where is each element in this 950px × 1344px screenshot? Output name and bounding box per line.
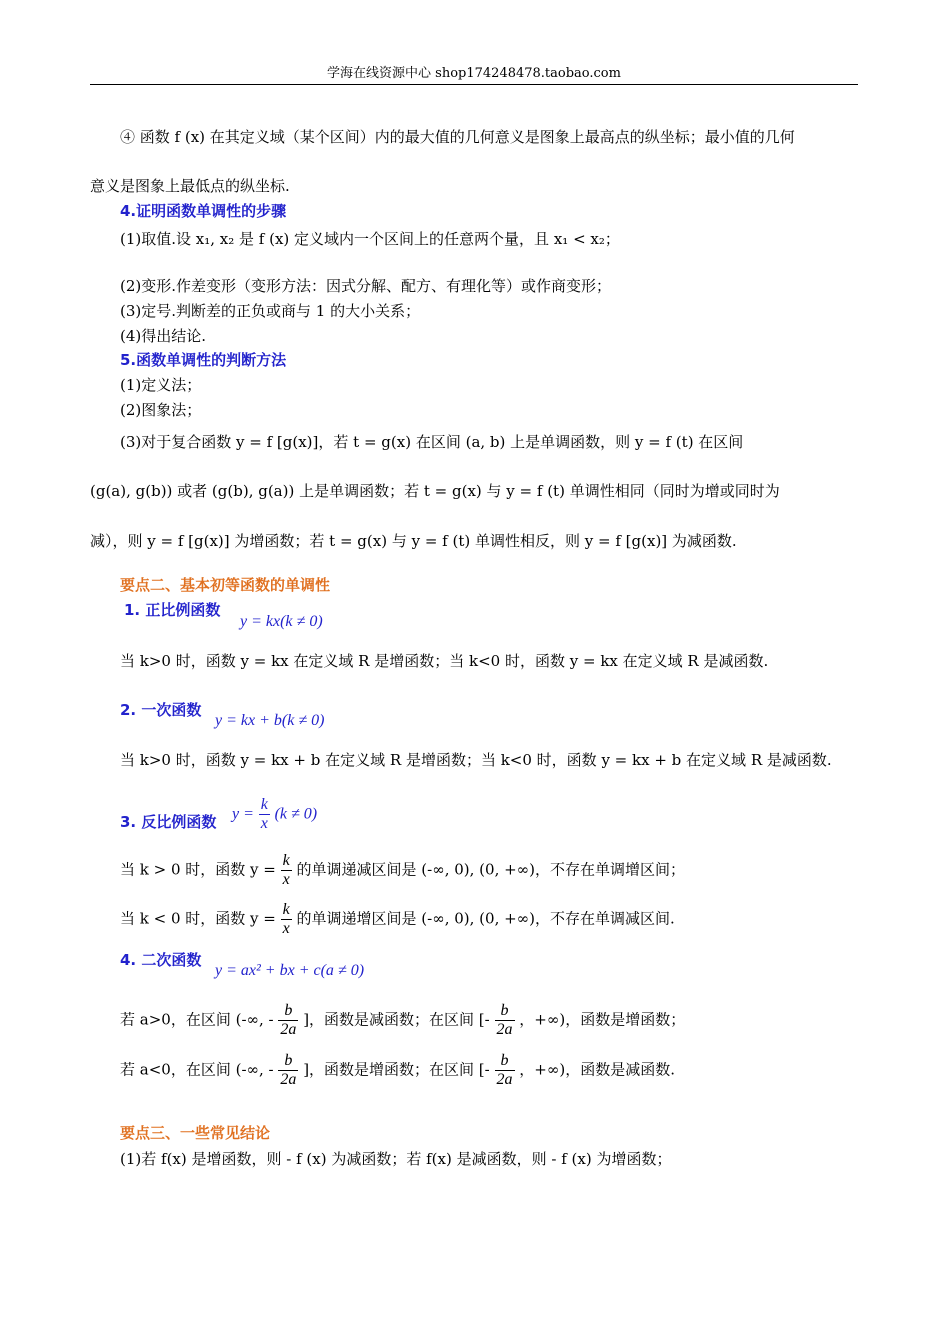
denominator: 2a xyxy=(280,1071,297,1088)
subsection-heading: 2. 一次函数 xyxy=(120,701,202,719)
formula-condition: (k ≠ 0) xyxy=(274,805,318,823)
denominator: x xyxy=(282,920,290,937)
fraction xyxy=(259,796,270,833)
numerator: k xyxy=(260,796,268,813)
numerator: b xyxy=(495,1002,515,1021)
text-line: 当 k>0 时，函数 y = kx 在定义域 R 是增函数；当 k<0 时，函数 y = kx 在定义域 R 是减函数. xyxy=(120,652,769,670)
text: 当 k < 0 时，函数 y = xyxy=(120,909,276,928)
text-line: (2)变形.作差变形（变形方法：因式分解、配方、有理化等）或作商变形； xyxy=(120,277,612,295)
text-line: 减），则 y = f [g(x)] 为增函数；若 t = g(x) 与 y = f (t) 单调性相反，则 y = f [g(x)] 为减函数. xyxy=(90,532,737,550)
text: 的单调递增区间是 (-∞, 0), (0, +∞)，不存在单调减区间. xyxy=(296,909,675,928)
text: ，+∞)，函数是减函数. xyxy=(519,1060,675,1079)
key-point-heading: 要点二、基本初等函数的单调性 xyxy=(120,576,331,594)
denominator: x xyxy=(260,815,268,832)
text-line xyxy=(120,1002,685,1039)
text-line xyxy=(120,1052,675,1089)
numerator: b xyxy=(278,1052,298,1071)
fraction xyxy=(495,1002,515,1039)
numerator: b xyxy=(278,1002,298,1021)
text-line xyxy=(120,901,675,938)
denominator: 2a xyxy=(280,1021,297,1038)
text: 若 a>0，在区间 (-∞, - xyxy=(120,1010,274,1029)
fraction xyxy=(281,852,292,889)
denominator: 2a xyxy=(496,1071,513,1088)
text: 若 a<0，在区间 (-∞, - xyxy=(120,1060,274,1079)
text-line: (1)定义法； xyxy=(120,376,202,394)
text-line: ④ 函数 f (x) 在其定义域（某个区间）内的最大值的几何意义是图象上最高点的纵坐标；最小值的几何 xyxy=(120,128,795,146)
fraction xyxy=(278,1052,298,1089)
text-line: (3)定号.判断差的正负或商与 1 的大小关系； xyxy=(120,302,421,320)
denominator: x xyxy=(282,871,290,888)
text: ]，函数是减函数；在区间 [- xyxy=(303,1010,490,1029)
numerator: k xyxy=(282,901,290,918)
text-line: (2)图象法； xyxy=(120,401,202,419)
text-line: (1)取值.设 x₁, x₂ 是 f (x) 定义域内一个区间上的任意两个量，且 x₁ < x₂； xyxy=(120,230,620,248)
fraction xyxy=(281,901,292,938)
formula: y = kx + b(k ≠ 0) xyxy=(215,712,325,729)
page-header: 学海在线资源中心 shop174248478.taobao.com xyxy=(90,66,858,85)
fraction xyxy=(495,1052,515,1089)
text-line: (4)得出结论. xyxy=(120,327,207,345)
fraction xyxy=(278,1002,298,1039)
text: ，+∞)，函数是增函数； xyxy=(519,1010,686,1029)
text-line: 意义是图象上最低点的纵坐标. xyxy=(90,177,290,195)
text: 的单调递减区间是 (-∞, 0), (0, +∞)，不存在单调增区间； xyxy=(296,860,686,879)
section-heading: 4.证明函数单调性的步骤 xyxy=(120,202,287,220)
text-line: (g(a), g(b)) 或者 (g(b), g(a)) 上是单调函数；若 t = g(x) 与 y = f (t) 单调性相同（同时为增或同时为 xyxy=(90,482,780,500)
formula-lhs: y = xyxy=(232,805,254,823)
subsection-heading: 1. 正比例函数 xyxy=(124,601,221,619)
numerator: b xyxy=(495,1052,515,1071)
text-line: 当 k>0 时，函数 y = kx + b 在定义域 R 是增函数；当 k<0 时，函数 y = kx + b 在定义域 R 是减函数. xyxy=(120,751,832,769)
text-line: (1)若 f(x) 是增函数，则 - f (x) 为减函数；若 f(x) 是减函数，则 - f (x) 为增函数； xyxy=(120,1150,672,1168)
text: ]，函数是增函数；在区间 [- xyxy=(303,1060,490,1079)
formula: y = kx(k ≠ 0) xyxy=(240,613,323,630)
text-line xyxy=(120,852,685,889)
numerator: k xyxy=(282,852,290,869)
text-line: (3)对于复合函数 y = f [g(x)]，若 t = g(x) 在区间 (a, b) 上是单调函数，则 y = f (t) 在区间 xyxy=(120,433,744,451)
section-heading: 5.函数单调性的判断方法 xyxy=(120,351,287,369)
key-point-heading: 要点三、一些常见结论 xyxy=(120,1124,271,1142)
formula xyxy=(232,796,317,833)
text: 当 k > 0 时，函数 y = xyxy=(120,860,276,879)
denominator: 2a xyxy=(496,1021,513,1038)
subsection-heading: 3. 反比例函数 xyxy=(120,813,217,831)
subsection-heading: 4. 二次函数 xyxy=(120,951,202,969)
formula: y = ax² + bx + c(a ≠ 0) xyxy=(215,962,365,979)
